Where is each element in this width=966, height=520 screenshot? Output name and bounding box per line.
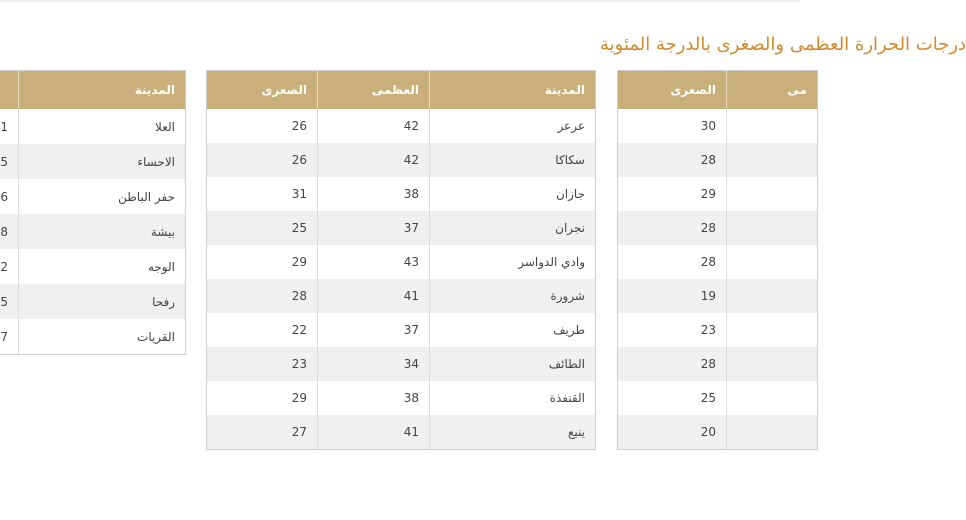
col-header-city: المدينة (19, 71, 186, 110)
col-header-max (0, 71, 19, 110)
city-cell: شرورة (430, 279, 596, 313)
table-row (207, 245, 596, 279)
city-cell: وادي الدواسر (430, 245, 596, 279)
city-cell: جازان (430, 177, 596, 211)
city-cell: رفحا (19, 284, 186, 319)
table-row (618, 143, 818, 177)
city-cell: سكاكا (430, 143, 596, 177)
table-body (0, 109, 186, 355)
table-row (0, 179, 186, 214)
table-row (207, 143, 596, 177)
city-cell: الوجه (19, 249, 186, 284)
table-row (207, 211, 596, 245)
table-row (618, 211, 818, 245)
min-cell: 31 (207, 177, 318, 211)
table-row (618, 415, 818, 450)
min-cell: 27 (207, 415, 318, 450)
max-cell (727, 313, 818, 347)
min-cell: 26 (207, 109, 318, 143)
table-row (207, 177, 596, 211)
min-cell: 28 (618, 211, 727, 245)
max-cell: 37 (318, 211, 430, 245)
table-row (207, 313, 596, 347)
min-cell: 28 (618, 245, 727, 279)
min-cell: 28 (618, 143, 727, 177)
max-cell: 6 (0, 179, 19, 214)
max-cell (727, 211, 818, 245)
max-cell (727, 109, 818, 143)
min-cell: 28 (207, 279, 318, 313)
max-cell (727, 415, 818, 450)
max-cell: 34 (318, 347, 430, 381)
city-cell: حفر الباطن (19, 179, 186, 214)
city-cell: العلا (19, 109, 186, 144)
max-cell: 8 (0, 214, 19, 249)
col-header-city: المدينة (430, 71, 596, 110)
table-row (0, 249, 186, 284)
max-cell: 42 (318, 109, 430, 143)
max-cell: 7 (0, 319, 19, 355)
min-cell: 30 (618, 109, 727, 143)
max-cell: 1 (0, 109, 19, 144)
min-cell: 29 (207, 245, 318, 279)
max-cell (727, 347, 818, 381)
city-cell: بيشة (19, 214, 186, 249)
min-cell: 29 (618, 177, 727, 211)
city-cell: الطائف (430, 347, 596, 381)
temperature-table-left (0, 70, 186, 355)
min-cell: 19 (618, 279, 727, 313)
max-cell: 5 (0, 284, 19, 319)
page-heading: درجات الحرارة العظمى والصغرى بالدرجة المئوية (600, 34, 966, 55)
max-cell (727, 279, 818, 313)
table-row (207, 109, 596, 143)
city-cell: نجران (430, 211, 596, 245)
max-cell: 38 (318, 177, 430, 211)
table-body (618, 109, 818, 450)
city-cell: عرعر (430, 109, 596, 143)
col-header-max: العظمى (318, 71, 430, 110)
max-cell: 37 (318, 313, 430, 347)
table-row (207, 347, 596, 381)
table-row (618, 279, 818, 313)
col-header-min: الصغرى (618, 71, 727, 110)
min-cell: 20 (618, 415, 727, 450)
max-cell: 2 (0, 249, 19, 284)
min-cell: 23 (618, 313, 727, 347)
table-body (207, 109, 596, 450)
col-header-min: الصغرى (207, 71, 318, 110)
top-divider (0, 0, 800, 2)
max-cell: 38 (318, 381, 430, 415)
table-row (207, 381, 596, 415)
temperature-table-right (617, 70, 818, 450)
table-row (0, 214, 186, 249)
table-row (618, 381, 818, 415)
table-row (618, 109, 818, 143)
max-cell: 43 (318, 245, 430, 279)
max-cell: 41 (318, 415, 430, 450)
max-cell (727, 143, 818, 177)
max-cell (727, 381, 818, 415)
temperature-table-middle (206, 70, 596, 450)
min-cell: 25 (618, 381, 727, 415)
table-row (618, 347, 818, 381)
max-cell: 41 (318, 279, 430, 313)
city-cell: طريف (430, 313, 596, 347)
min-cell: 28 (618, 347, 727, 381)
table-row (207, 415, 596, 450)
max-cell: 5 (0, 144, 19, 179)
table-row (0, 109, 186, 144)
table-row (618, 313, 818, 347)
table-row (618, 245, 818, 279)
max-cell (727, 245, 818, 279)
min-cell: 22 (207, 313, 318, 347)
min-cell: 23 (207, 347, 318, 381)
col-header-max: مى (727, 71, 818, 110)
city-cell: القريات (19, 319, 186, 355)
table-row (0, 284, 186, 319)
max-cell: 42 (318, 143, 430, 177)
min-cell: 25 (207, 211, 318, 245)
min-cell: 29 (207, 381, 318, 415)
table-row (0, 144, 186, 179)
table-row (618, 177, 818, 211)
table-row (207, 279, 596, 313)
min-cell: 26 (207, 143, 318, 177)
table-row (0, 319, 186, 355)
max-cell (727, 177, 818, 211)
city-cell: القنفذة (430, 381, 596, 415)
city-cell: ينبع (430, 415, 596, 450)
city-cell: الاحساء (19, 144, 186, 179)
